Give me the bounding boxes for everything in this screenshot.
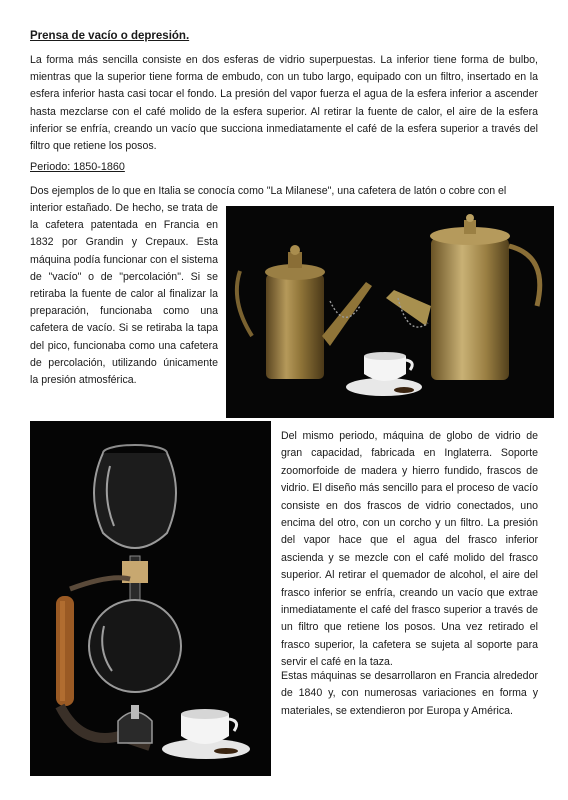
milanese-paragraph: interior estañado. De hecho, se trata de la cafetera patentada en Francia en 1832 por Grandin y Crepaux. Esta máquina podía funcionar con el sistema de "vacío" o de "percolación". Si se retiraba la fuente de calor al finalizar la preparación, funcionaba como una cafetera de vacío. Si se retiraba la tapa del pico, funcionaba como una cafetera de percolación, utilizando únicamente la presión atmosférica.: [30, 202, 218, 387]
milanese-lead-line: Dos ejemplos de lo que en Italia se conocía como "La Milanese", una cafetera de latón o cobre con el: [30, 185, 507, 197]
milanese-coffee-pots-photo: [226, 206, 554, 418]
period-heading: Periodo: 1850-1860: [30, 161, 125, 173]
closing-paragraph: Estas máquinas se desarrollaron en Francia alrededor de 1840 y, con numerosas variaciones en forma y materiales, se extendieron por Europa y América.: [281, 670, 538, 717]
document-title: Prensa de vacío o depresión.: [30, 30, 190, 42]
glass-globe-coffee-maker-photo: [30, 421, 271, 776]
intro-paragraph: La forma más sencilla consiste en dos esferas de vidrio superpuestas. La inferior tiene forma de bulbo, mientras que la superior tiene forma de embudo, con un tubo largo, equipado con un filtro, insertado en la esfera inferior hasta casi tocar el fondo. La presión del vapor fuerza el agua de la esfera inferior a ascender hasta mezclarse con el café molido de la esfera superior. Al retirar la fuente de calor, el aire de la esfera inferior se enfría, creando un vacío que succiona inmediatamente el café de la esfera superior a través del filtro que retiene los posos.: [30, 54, 538, 153]
globe-paragraph: Del mismo periodo, máquina de globo de vidrio de gran capacidad, fabricada en Inglaterra. Soporte zoomorfoide de madera y hierro fundido, frascos de vidrio. El diseño más sencillo para el proceso de vacío consiste en dos frascos de vidrio conectados, uno encima del otro, con un corcho y un filtro. La presión del vapor hace que el agua del frasco inferior ascienda y se mezcle con el café molido del frasco superior. Al retirar el quemador de alcohol, el aire del frasco inferior se enfría, creando un vacío que extrae inmediatamente el café del frasco superior a través de un filtro que retiene los posos. Una vez retirado el frasco superior, la cafetera se sujeta al soporte para servir el café en la taza.: [281, 430, 538, 669]
